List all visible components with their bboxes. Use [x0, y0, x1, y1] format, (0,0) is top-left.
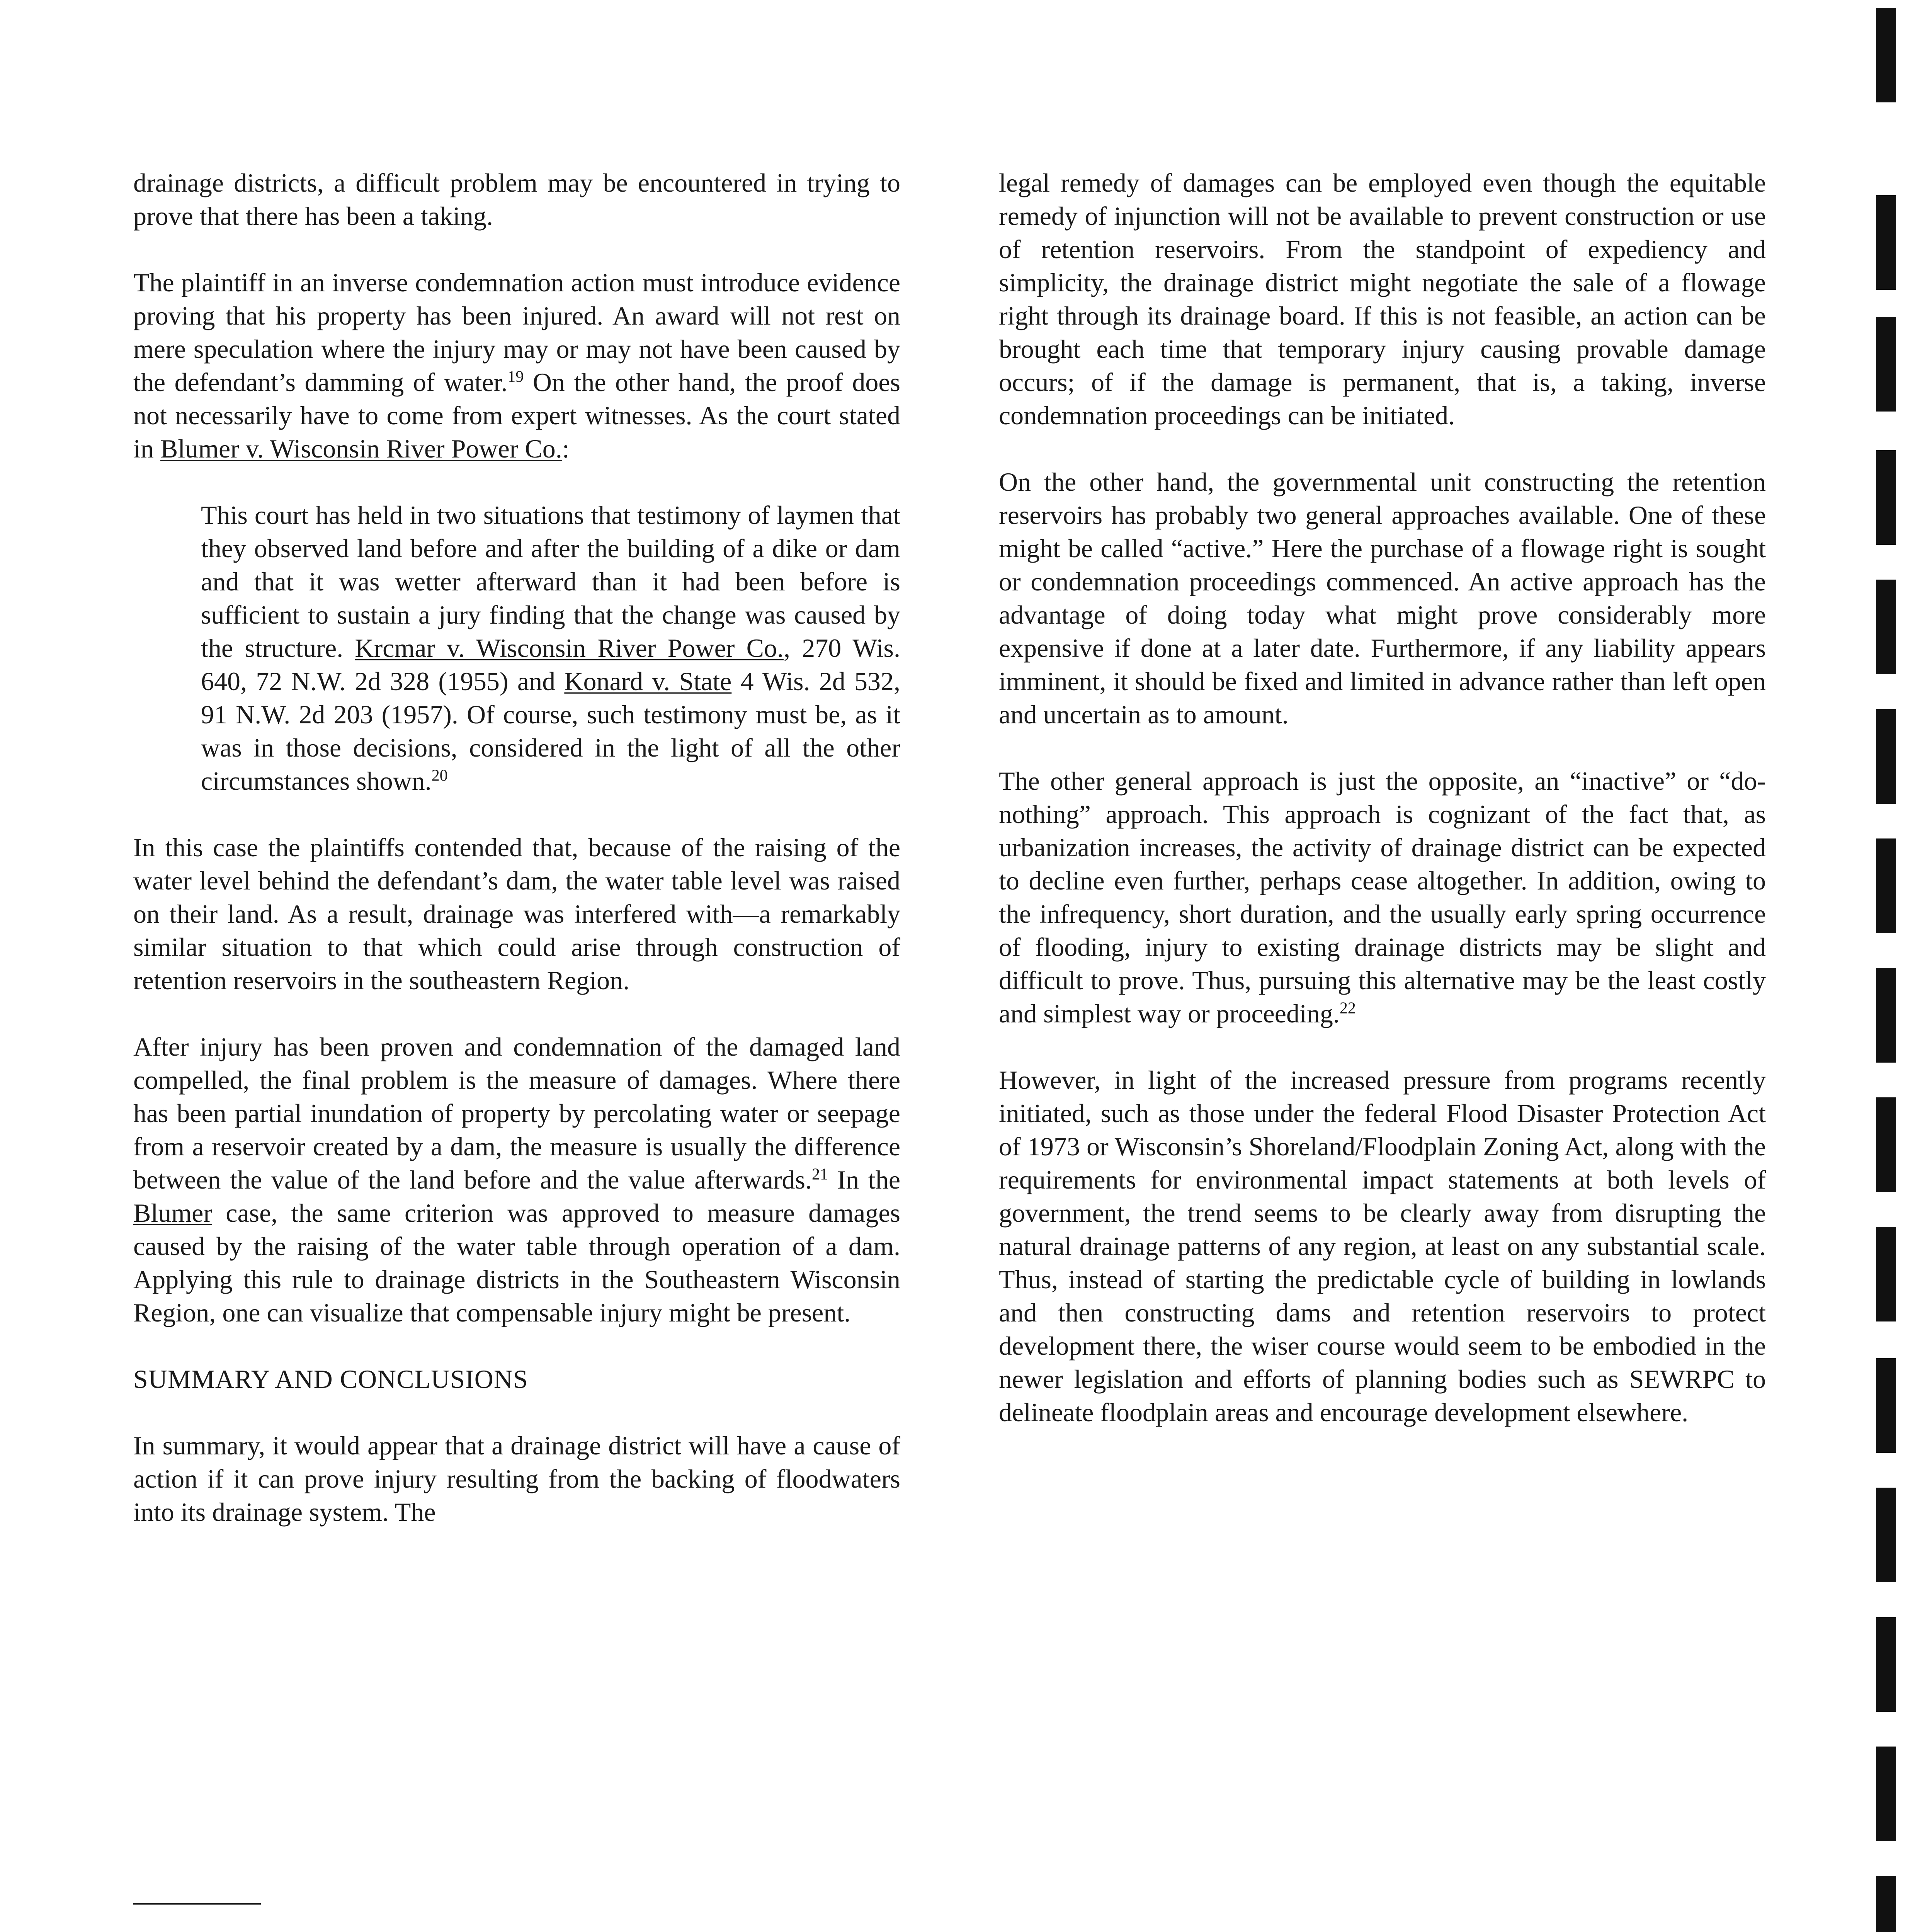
binding-mark — [1876, 1747, 1896, 1841]
binding-mark — [1876, 317, 1896, 412]
right-column — [999, 166, 1766, 1429]
case-citation: Blumer v. Wisconsin River Power Co. — [160, 434, 562, 463]
case-citation: Blumer — [133, 1198, 212, 1228]
binding-mark — [1876, 968, 1896, 1063]
paragraph: However, in light of the increased pressure from programs recently initiated, such as those under the federal Flood Disaster Protection Act of 1973 or Wisconsin’s Shoreland/Floodplain Zoning Act, along with the requirements for environmental impact statements at both levels of government, the trend seems to be clearly away from disrupting the natural drainage patterns of any region, at least on any substantial scale. Thus, instead of starting the predictable cycle of building in lowlands and then constructing dams and retention reservoirs to protect development there, the wiser course would seem to be embodied in the newer legislation and efforts of planning bodies such as SEWRPC to delineate floodplain areas and encourage development elsewhere. — [999, 1065, 1766, 1427]
footnotes-left — [133, 1903, 900, 1932]
paragraph: In this case the plaintiffs contended that, because of the raising of the water level behind the defendant’s dam, the water table level was raised on their land. As a result, drainage was interfered with—a remarkably similar situation to that which could arise through construction of retention reservoirs in the southeastern Region. — [133, 833, 900, 995]
footnote-ref: 19 — [507, 368, 524, 386]
paragraph: legal remedy of damages can be employed even though the equitable remedy of injunction will not be available to prevent construction or use of retention reservoirs. From the standpoint of expediency and simplicity, the drainage district might negotiate the sale of a flowage right through its drainage board. If this is not feasible, an action can be brought each time that temporary injury causing provable damage occurs; of if the damage is permanent, that is, a taking, inverse condemnation proceedings can be initiated. — [999, 168, 1766, 430]
binding-mark — [1876, 709, 1896, 804]
binding-mark — [1876, 450, 1896, 545]
binding-mark — [1876, 1097, 1896, 1192]
paragraph: In summary, it would appear that a drainage district will have a cause of action if it can prove injury resulting from the backing of floodwaters into its drainage system. The — [133, 1431, 900, 1527]
left-column — [133, 166, 900, 1529]
section-heading: SUMMARY AND CONCLUSIONS — [133, 1364, 528, 1394]
binding-mark — [1876, 195, 1896, 290]
footnote-divider — [133, 1903, 261, 1905]
paragraph: On the other hand, the governmental unit constructing the retention reservoirs has probably two general approaches available. One of these might be called “active.” Here the purchase of a flowage right is sought or condemnation proceedings commenced. An active approach has the advantage of doing today what might prove considerably more expensive if done at a later date. Furthermore, if any liability appears imminent, it should be fixed and limited in advance rather than left open and uncertain as to amount. — [999, 467, 1766, 729]
paragraph: drainage districts, a difficult problem may be encountered in trying to prove that there has been a taking. — [133, 168, 900, 231]
footnote-ref: 20 — [431, 767, 448, 785]
binding-mark — [1876, 8, 1896, 102]
case-citation: Konard v. State — [564, 667, 732, 696]
paragraph: The other general approach is just the opposite, an “inactive” or “do-nothing” approach. This approach is cognizant of the fact that, as urbanization increases, the activity of drainage district can be expected to decline even further, perhaps cease altogether. In addition, owing to the infrequency, short duration, and the usually early spring occurrence of flooding, injury to existing drainage districts may be slight and difficult to prove. Thus, pursuing this alternative may be the least costly and simplest way or proceeding.$^{22}$ — [999, 766, 1766, 1028]
binding-mark — [1876, 1488, 1896, 1582]
binding-mark — [1876, 1358, 1896, 1453]
paragraph: The plaintiff in an inverse condemnation action must introduce evidence proving that his property has been injured. An award will not rest on mere speculation where the injury may or may not have been caused by the defendant’s damming of water.$^{19}$ On the other hand, the proof does not necessarily have to come from expert witnesses. As the court stated in Blumer v. Wisconsin River Power Co.: — [133, 268, 900, 463]
paragraph: After injury has been proven and condemnation of the damaged land compelled, the final problem is the measure of damages. Where there has been partial inundation of property by percolating water or seepage from a reservoir created by a dam, the measure is usually the difference between the value of the land before and the value afterwards.$^{21}$ In the Blumer case, the same criterion was approved to measure damages caused by the raising of the water table through operation of a dam. Applying this rule to drainage districts in the Southeastern Wisconsin Region, one can visualize that compensable injury might be present. — [133, 1032, 900, 1327]
case-citation: Krcmar v. Wisconsin River Power Co. — [355, 633, 784, 663]
footnote-ref: 22 — [1339, 999, 1356, 1017]
binding-mark — [1876, 1227, 1896, 1321]
binding-mark — [1876, 580, 1896, 674]
block-quote: This court has held in two situations that testimony of laymen that they observed land before and after the building of a dike or dam and that it was wetter afterward than it had been before is sufficient to sustain a jury finding that the change was caused by the structure. Krcmar v. Wisconsin River Power Co., 270 Wis. 640, 72 N.W. 2d 328 (1955) and Konard v. State 4 Wis. 2d 532, 91 N.W. 2d 203 (1957). Of course, such testimony must be, as it was in those decisions, considered in the light of all the other circumstances shown.$^{20}$ — [201, 500, 901, 796]
footnote-ref: 21 — [812, 1165, 828, 1184]
binding-mark — [1876, 1617, 1896, 1712]
binding-mark — [1876, 838, 1896, 933]
binding-mark — [1876, 1876, 1896, 1932]
